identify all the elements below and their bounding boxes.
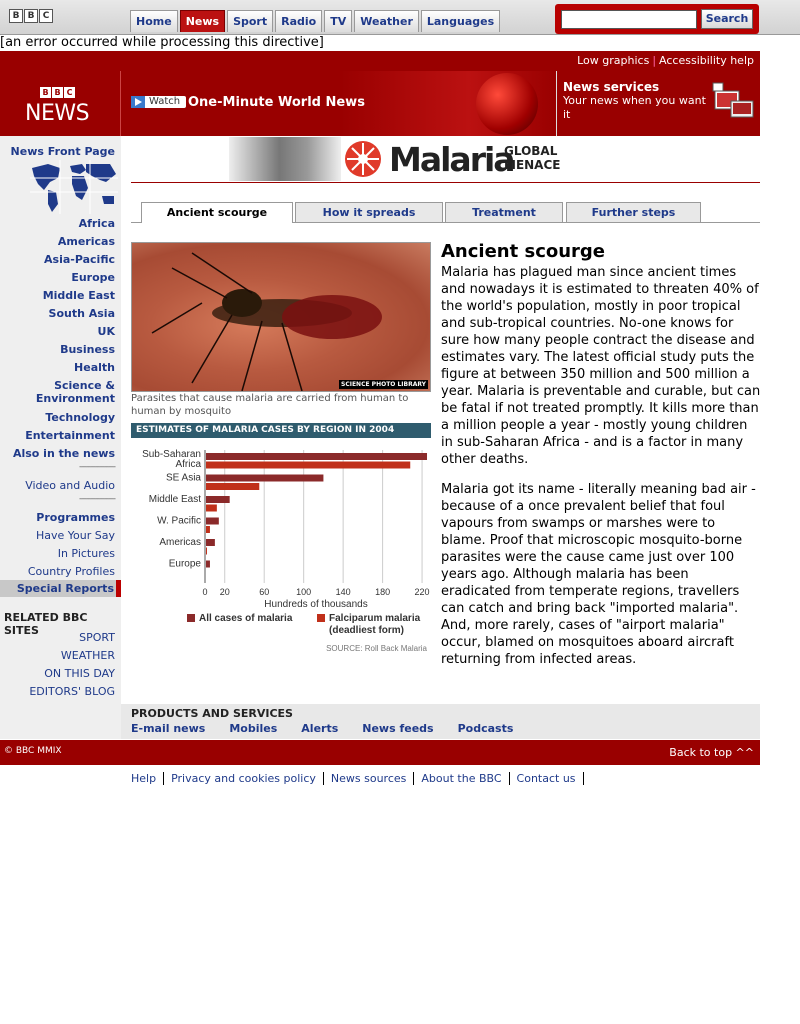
chart-bar bbox=[206, 518, 219, 525]
sidebar-item-country-profiles[interactable]: Country Profiles bbox=[27, 565, 115, 578]
chart-bar bbox=[206, 539, 215, 546]
photo-credit: SCIENCE PHOTO LIBRARY bbox=[341, 381, 426, 388]
related-sites-heading: RELATED BBC SITES bbox=[4, 611, 88, 637]
sidebar-item-in-pictures[interactable]: In Pictures bbox=[57, 547, 115, 560]
privacy-link[interactable]: Privacy and cookies policy bbox=[164, 772, 324, 785]
article-title: Ancient scourge bbox=[441, 241, 606, 262]
sidebar-item-science[interactable]: Science & Environment bbox=[35, 379, 115, 405]
chart-tick-label: 140 bbox=[335, 587, 351, 597]
mobiles-link[interactable]: Mobiles bbox=[229, 722, 278, 735]
chart-bar bbox=[206, 453, 427, 460]
search-input[interactable] bbox=[561, 10, 697, 29]
main-nav bbox=[130, 10, 500, 32]
chart-tick-label: 0 bbox=[202, 587, 208, 597]
bbc-logo[interactable] bbox=[9, 9, 53, 23]
special-report-banner bbox=[131, 137, 760, 183]
mosquito-icon bbox=[132, 243, 430, 391]
section-tabs bbox=[131, 201, 760, 223]
podcasts-link[interactable]: Podcasts bbox=[457, 722, 514, 735]
watch-label: Watch bbox=[149, 96, 181, 107]
sidebar bbox=[0, 136, 121, 739]
one-minute-news-promo[interactable] bbox=[121, 71, 556, 136]
chart-title: ESTIMATES OF MALARIA CASES BY REGION IN 2004 bbox=[131, 423, 431, 438]
nav-tab-home[interactable]: Home bbox=[130, 10, 178, 32]
chart-tick-label: 220 bbox=[414, 587, 430, 597]
tab-treatment[interactable]: Treatment bbox=[445, 202, 563, 222]
accessibility-help-link[interactable]: Accessibility help bbox=[659, 54, 754, 67]
chart-category-label: Sub-Saharan bbox=[142, 449, 201, 460]
special-report-subtitle: GLOBAL MENACE bbox=[504, 144, 561, 172]
chart-bar bbox=[206, 561, 210, 568]
chart-bar bbox=[206, 548, 207, 555]
copyright: © BBC MMIX bbox=[4, 746, 62, 756]
chart-tick-label: 100 bbox=[296, 587, 312, 597]
footer-links bbox=[131, 772, 584, 785]
about-bbc-link[interactable]: About the BBC bbox=[414, 772, 509, 785]
related-editors-blog-link[interactable]: EDITORS' BLOG bbox=[29, 685, 115, 698]
sidebar-item-europe[interactable]: Europe bbox=[71, 271, 115, 284]
bbc-logo-letter: C bbox=[39, 9, 53, 23]
related-sport-link[interactable]: SPORT bbox=[79, 631, 115, 644]
email-news-link[interactable]: E-mail news bbox=[131, 722, 206, 735]
sidebar-item-asia-pacific[interactable]: Asia-Pacific bbox=[44, 253, 115, 266]
sidebar-item-health[interactable]: Health bbox=[74, 361, 115, 374]
related-weather-link[interactable]: WEATHER bbox=[60, 649, 115, 662]
chart-source: SOURCE: Roll Back Malaria bbox=[326, 644, 427, 653]
utility-bar bbox=[0, 51, 760, 71]
chart-tick-label: 60 bbox=[259, 587, 270, 597]
sidebar-item-video-audio[interactable]: Video and Audio bbox=[25, 479, 115, 492]
sidebar-item-americas[interactable]: Americas bbox=[57, 235, 115, 248]
legend-label: (deadliest form) bbox=[329, 625, 405, 636]
chart-category-label: Americas bbox=[159, 537, 201, 548]
nav-tab-news[interactable]: News bbox=[180, 10, 225, 32]
play-icon bbox=[131, 96, 145, 108]
news-services[interactable] bbox=[556, 71, 761, 136]
sidebar-item-special-reports[interactable]: Special Reports bbox=[0, 580, 121, 597]
low-graphics-link[interactable]: Low graphics bbox=[577, 54, 650, 67]
bbc-news-logo[interactable] bbox=[0, 71, 121, 136]
article-paragraph: Malaria got its name - literally meaning bad air - because of a once prevalent belief that foul vapours from swamps or marshes were to blame. Proof that microscopic mosquito-borne parasites were the cause came just over 100 years ago. Although malaria has been eradicated from temperate regions, travellers can catch and bring back "imported malaria". And, more rarely, cases of "airport malaria" occur, blamed on mosquitoes aboard aircraft returning from infected areas. bbox=[441, 482, 756, 667]
top-bar bbox=[0, 0, 800, 35]
contact-us-link[interactable]: Contact us bbox=[510, 772, 584, 785]
help-link[interactable]: Help bbox=[131, 772, 164, 785]
tab-ancient-scourge[interactable]: Ancient scourge bbox=[141, 202, 293, 223]
chart-category-label: Africa bbox=[175, 459, 201, 470]
back-to-top-link[interactable]: Back to top ^^ bbox=[669, 746, 754, 759]
watch-title[interactable]: One-Minute World News bbox=[188, 95, 365, 110]
search-button[interactable]: Search bbox=[701, 9, 753, 29]
bbc-logo-letter: B bbox=[40, 87, 51, 98]
devices-icon bbox=[711, 81, 755, 125]
bbc-logo-letter: B bbox=[52, 87, 63, 98]
legend-swatch bbox=[187, 614, 195, 622]
sidebar-item-entertainment[interactable]: Entertainment bbox=[25, 429, 115, 442]
mosquito-photo bbox=[131, 242, 431, 392]
article-paragraph: Malaria has plagued man since ancient times and nowadays it is estimated to threaten 40% of the world's population, mostly in poor tropical and sub-tropical countries. No-one knows for sure how many people contract the disease and estimates vary. The latest official study puts the figure at between 350 million and 500 million a year. Malaria is preventable and curable, but can be fatal if not treated promptly. It kills more than a million people a year - mostly young children in sub-Saharan Africa - and is a factor in many other deaths. bbox=[441, 265, 761, 467]
chart-bar bbox=[206, 526, 210, 533]
chart-tick-label: 180 bbox=[375, 587, 391, 597]
bbc-logo-letter: C bbox=[64, 87, 75, 98]
legend-swatch bbox=[317, 614, 325, 622]
chart-category-label: Middle East bbox=[148, 494, 201, 505]
malaria-cases-chart bbox=[131, 440, 431, 660]
alerts-link[interactable]: Alerts bbox=[301, 722, 339, 735]
special-report-title: Malaria bbox=[389, 140, 514, 179]
sidebar-item-africa[interactable]: Africa bbox=[78, 217, 115, 230]
chart-tick-label: 20 bbox=[219, 587, 230, 597]
nav-tab-tv[interactable]: TV bbox=[324, 10, 352, 32]
bbc-logo-letter: B bbox=[24, 9, 38, 23]
chart-bar bbox=[206, 475, 323, 482]
news-services-title[interactable]: News services bbox=[563, 80, 660, 94]
sidebar-item-middle-east[interactable]: Middle East bbox=[42, 289, 115, 302]
sidebar-item-south-asia[interactable]: South Asia bbox=[48, 307, 115, 320]
nav-tab-languages[interactable]: Languages bbox=[421, 10, 500, 32]
chart-category-label: Europe bbox=[168, 558, 201, 570]
globe-icon bbox=[476, 73, 538, 135]
child-photo bbox=[229, 137, 341, 181]
products-and-services bbox=[121, 704, 760, 739]
chart-bar bbox=[206, 496, 230, 503]
legend-label: All cases of malaria bbox=[199, 613, 293, 624]
nav-tab-radio[interactable]: Radio bbox=[275, 10, 322, 32]
news-wordmark: NEWS bbox=[25, 101, 90, 126]
sidebar-item-business[interactable]: Business bbox=[60, 343, 115, 356]
tab-how-it-spreads[interactable]: How it spreads bbox=[295, 202, 443, 222]
news-banner bbox=[0, 71, 760, 136]
news-services-desc: Your news when you want it bbox=[563, 94, 706, 121]
watch-button[interactable] bbox=[131, 96, 186, 108]
chart-bar bbox=[206, 462, 410, 469]
world-map-icon[interactable] bbox=[30, 160, 118, 214]
products-heading: PRODUCTS AND SERVICES bbox=[131, 707, 293, 720]
tab-further-steps[interactable]: Further steps bbox=[566, 202, 701, 222]
news-sources-link[interactable]: News sources bbox=[324, 772, 414, 785]
search-box bbox=[555, 4, 759, 34]
malaria-logo-icon bbox=[344, 140, 382, 178]
sidebar-item-programmes[interactable]: Programmes bbox=[36, 511, 115, 524]
chart-bar bbox=[206, 483, 259, 490]
legend-label: Falciparum malaria bbox=[329, 613, 421, 624]
error-message: [an error occurred while processing this directive] bbox=[0, 35, 324, 50]
nav-tab-sport[interactable]: Sport bbox=[227, 10, 273, 32]
chart-category-label: SE Asia bbox=[165, 472, 201, 484]
chart-x-label: Hundreds of thousands bbox=[264, 599, 368, 610]
chart-category-label: W. Pacific bbox=[157, 515, 201, 527]
news-feeds-link[interactable]: News feeds bbox=[362, 722, 434, 735]
bbc-logo-letter: B bbox=[9, 9, 23, 23]
related-on-this-day-link[interactable]: ON THIS DAY bbox=[44, 667, 115, 680]
sidebar-item-have-your-say[interactable]: Have Your Say bbox=[36, 529, 115, 542]
footer-bar bbox=[0, 740, 760, 765]
sidebar-item-uk[interactable]: UK bbox=[97, 325, 115, 338]
photo-caption: Parasites that cause malaria are carried from human to human by mosquito bbox=[131, 393, 409, 417]
sidebar-item-front-page[interactable]: News Front Page bbox=[10, 145, 115, 158]
sidebar-item-technology[interactable]: Technology bbox=[45, 411, 115, 424]
sidebar-item-also-in-news[interactable]: Also in the news bbox=[12, 447, 115, 460]
util-separator: | bbox=[652, 54, 657, 67]
nav-tab-weather[interactable]: Weather bbox=[354, 10, 419, 32]
chart-bar bbox=[206, 505, 217, 512]
sidebar-divider: ---------------- bbox=[79, 494, 115, 504]
sidebar-divider: ---------------- bbox=[79, 462, 115, 472]
